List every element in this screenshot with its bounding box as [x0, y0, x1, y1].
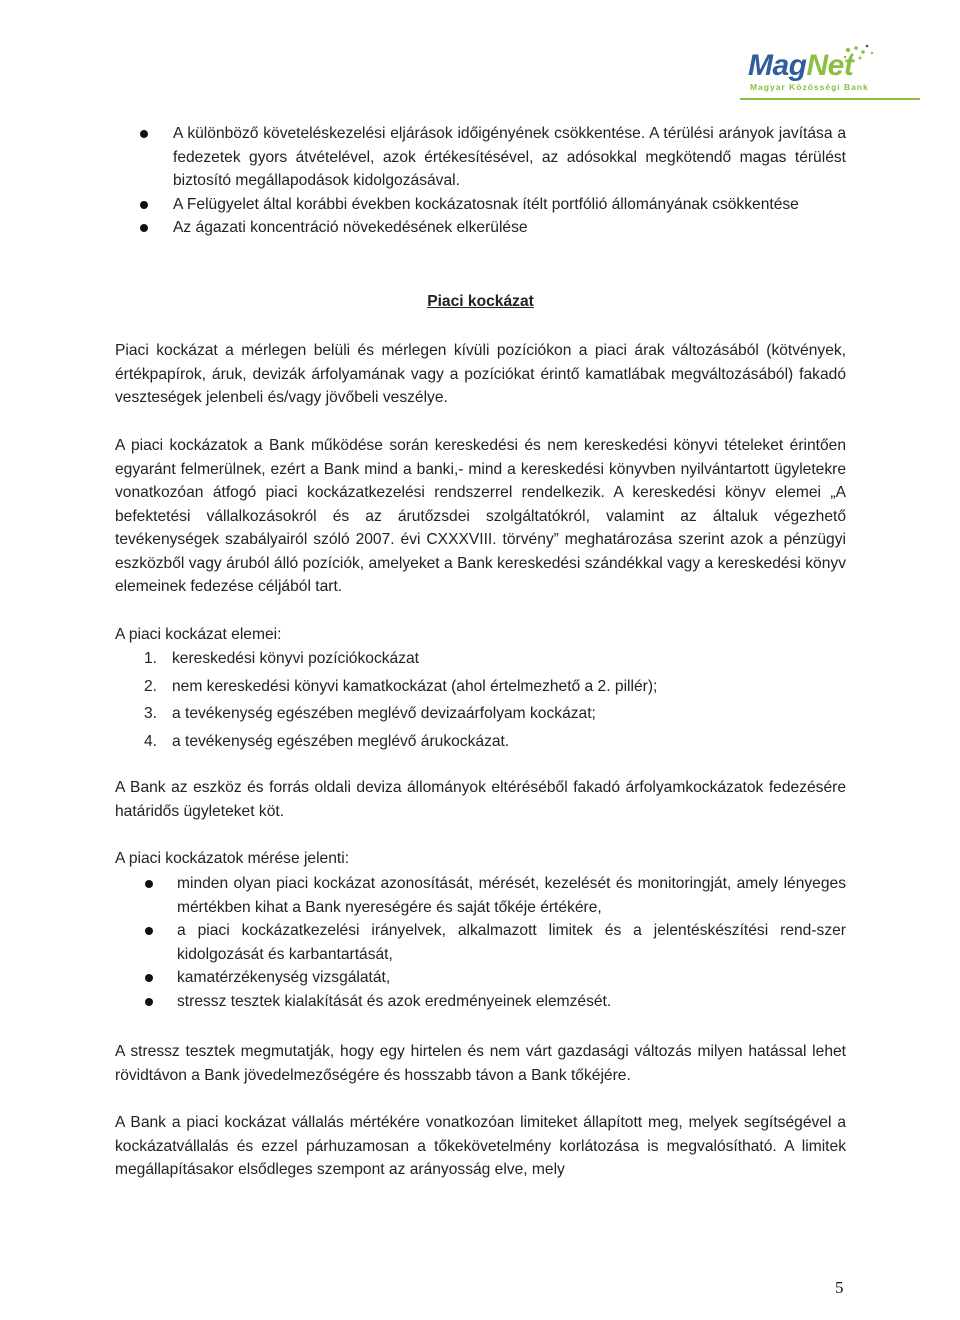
list-item: stressz tesztek kialakítását és azok eredményeinek elemzését. — [177, 992, 612, 1010]
list-item: 4. a tevékenység egészében meglévő árukockázat. — [144, 732, 510, 750]
paragraph-definition: Piaci kockázat a mérlegen belüli és mérlegen kívüli pozíciókon a piaci árak változásából (kötvények, értékpapírok, áruk, devizák árfolyamának vagy a pozíciókat érintő kamatlábak megváltozásából) fakadó veszteségek jelenbeli és/vagy jövőbeli veszélye. — [115, 342, 846, 406]
magnet-bank-logo — [740, 40, 920, 110]
list-item: 3. a tevékenység egészében meglévő devizaárfolyam kockázat; — [144, 705, 596, 722]
top-bullet-list — [115, 122, 846, 240]
list-item: 1. kereskedési könyvi pozíciókockázat — [144, 650, 420, 667]
list-item: A különböző követeléskezelési eljárások időigényének csökkentése. A térülési arányok javítása a fedezetek gyors átvételével, azok értékesítésével, az adósokkal megkötendő magas térülést biztosító megállapodások kidolgozásával. — [173, 125, 846, 189]
list-item: Az ágazati koncentráció növekedésének elkerülése — [173, 219, 528, 236]
logo-underline — [740, 98, 920, 100]
paragraph-limits: A Bank a piaci kockázat vállalás mértékére vonatkozóan limiteket állapított meg, melyek segítségével a kockázatvállalás és ezzel párhuzamosan a tőkekövetelmény korlátozása is megvalósítható. A limitek megállapításakor elsődleges szempont az arányosság elve, mely — [115, 1114, 846, 1178]
list-item: A Felügyelet által korábbi években kockázatosnak ítélt portfólió állományának csökkentése — [173, 195, 799, 213]
risk-elements-list — [115, 645, 846, 755]
list-item: kamatérzékenység vizsgálatát, — [177, 969, 391, 986]
list-item: a piaci kockázatkezelési irányelvek, alkalmazott limitek és a jelentéskészítési rend-szer kidolgozását és karbantartását, — [177, 922, 846, 963]
section-heading: Piaci kockázat — [427, 293, 534, 310]
logo-tagline: Magyar Közösségi Bank — [750, 82, 869, 92]
paragraph-stress-tests: A stressz tesztek megmutatják, hogy egy hirtelen és nem várt gazdasági változás milyen hatással lehet rövidtávon a Bank jövedelmezőségére és hosszabb távon a Bank tőkéjére. — [115, 1043, 846, 1084]
page-number: 5 — [835, 1278, 844, 1297]
paragraph-market-risk: A piaci kockázatok a Bank működése során kereskedési és nem kereskedési könyvi tételeket érintően egyaránt felmerülnek, ezért a Bank mind a banki,- mind a kereskedési könyvben nyilvántartott ügyletekre vonatkozóan átfogó piaci kockázatkezelési rendszerrel rendelkezik. A kereskedési könyv elemei „A befektetési vállalkozásokról és az árutőzsdei szolgáltatókról, valamint az általuk végezhető tevékenységek szabályairól szóló 2007. évi CXXXVIII. törvény” meghatározása szerint azok a pénzügyi eszközből vagy áruból álló pozíciók, amelyeket a Bank kereskedési szándékkal vagy a kereskedési könyv elemeinek fedezése céljából tart. — [115, 437, 846, 595]
list-item: minden olyan piaci kockázat azonosítását, mérését, kezelését és monitoringját, amely lényeges mértékben kihat a Bank nyereségére és saját tőkéje értékére, — [177, 875, 846, 916]
logo-wordmark: MagNet — [748, 49, 854, 82]
list-item: 2. nem kereskedési könyvi kamatkockázat (ahol értelmezhető a 2. pillér); — [144, 677, 658, 695]
paragraph-elements-intro: A piaci kockázat elemei: — [115, 626, 282, 643]
paragraph-hedging: A Bank az eszköz és forrás oldali deviza állományok eltéréséből fakadó árfolyamkockázatok fedezésére határidős ügyleteket köt. — [115, 779, 846, 820]
paragraph-measurement-intro: A piaci kockázatok mérése jelenti: — [115, 850, 350, 867]
measurement-bullet-list — [115, 872, 846, 1013]
